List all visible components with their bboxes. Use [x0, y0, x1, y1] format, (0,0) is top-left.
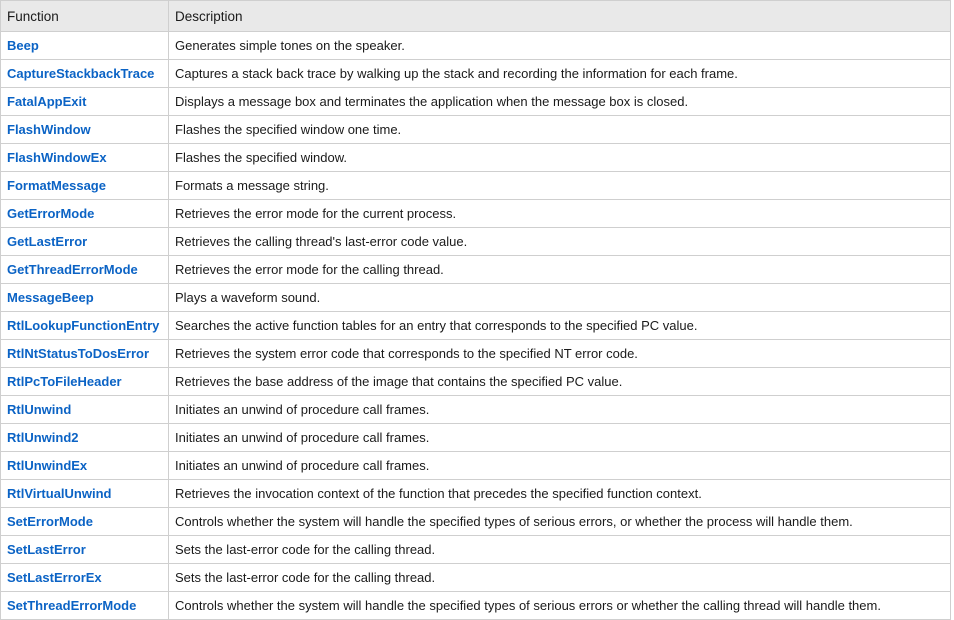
function-cell	[1, 32, 169, 60]
description-cell: Retrieves the calling thread's last-error code value.	[169, 228, 951, 256]
function-link[interactable]: MessageBeep	[7, 290, 94, 305]
description-cell: Controls whether the system will handle the specified types of serious errors or whether the calling thread will handle them.	[169, 592, 951, 620]
table-row	[1, 88, 951, 116]
description-cell: Initiates an unwind of procedure call frames.	[169, 396, 951, 424]
function-cell	[1, 172, 169, 200]
description-cell: Controls whether the system will handle the specified types of serious errors, or whether the process will handle them.	[169, 508, 951, 536]
function-link[interactable]: FatalAppExit	[7, 94, 87, 109]
function-link[interactable]: SetLastErrorEx	[7, 570, 102, 585]
description-cell: Retrieves the base address of the image that contains the specified PC value.	[169, 368, 951, 396]
function-link[interactable]: RtlUnwind2	[7, 430, 79, 445]
description-cell: Sets the last-error code for the calling thread.	[169, 564, 951, 592]
description-cell: Flashes the specified window.	[169, 144, 951, 172]
function-cell	[1, 144, 169, 172]
function-link[interactable]: FlashWindow	[7, 122, 91, 137]
function-cell	[1, 592, 169, 620]
function-link[interactable]: RtlVirtualUnwind	[7, 486, 112, 501]
description-cell: Generates simple tones on the speaker.	[169, 32, 951, 60]
function-link[interactable]: GetLastError	[7, 234, 88, 249]
function-cell	[1, 508, 169, 536]
description-cell: Searches the active function tables for an entry that corresponds to the specified PC value.	[169, 312, 951, 340]
function-cell	[1, 452, 169, 480]
description-cell: Initiates an unwind of procedure call frames.	[169, 452, 951, 480]
table-row	[1, 452, 951, 480]
table-row	[1, 340, 951, 368]
table-row	[1, 172, 951, 200]
function-cell	[1, 60, 169, 88]
function-cell	[1, 312, 169, 340]
description-cell: Retrieves the error mode for the current process.	[169, 200, 951, 228]
function-cell	[1, 368, 169, 396]
function-link[interactable]: CaptureStackbackTrace	[7, 66, 155, 81]
function-link[interactable]: FlashWindowEx	[7, 150, 107, 165]
function-link[interactable]: SetLastError	[7, 542, 86, 557]
column-header-function: Function	[1, 1, 169, 32]
table-row	[1, 284, 951, 312]
table-row	[1, 32, 951, 60]
description-cell: Displays a message box and terminates the application when the message box is closed.	[169, 88, 951, 116]
table-row	[1, 396, 951, 424]
function-link[interactable]: SetErrorMode	[7, 514, 93, 529]
header-row	[1, 1, 951, 32]
table-row	[1, 368, 951, 396]
table-row	[1, 144, 951, 172]
table-row	[1, 60, 951, 88]
description-cell: Retrieves the invocation context of the function that precedes the specified function context.	[169, 480, 951, 508]
description-cell: Retrieves the error mode for the calling thread.	[169, 256, 951, 284]
function-cell	[1, 88, 169, 116]
function-link[interactable]: RtlNtStatusToDosError	[7, 346, 150, 361]
table-row	[1, 564, 951, 592]
description-cell: Retrieves the system error code that corresponds to the specified NT error code.	[169, 340, 951, 368]
function-link[interactable]: RtlPcToFileHeader	[7, 374, 122, 389]
table-row	[1, 256, 951, 284]
table-row	[1, 480, 951, 508]
table-row	[1, 116, 951, 144]
function-link[interactable]: Beep	[7, 38, 39, 53]
table-row	[1, 536, 951, 564]
function-cell	[1, 228, 169, 256]
description-cell: Formats a message string.	[169, 172, 951, 200]
function-link[interactable]: RtlUnwind	[7, 402, 72, 417]
function-link[interactable]: GetErrorMode	[7, 206, 95, 221]
function-cell	[1, 256, 169, 284]
function-cell	[1, 396, 169, 424]
description-cell: Captures a stack back trace by walking up the stack and recording the information for each frame.	[169, 60, 951, 88]
function-link[interactable]: RtlUnwindEx	[7, 458, 88, 473]
function-cell	[1, 424, 169, 452]
table-row	[1, 508, 951, 536]
function-cell	[1, 200, 169, 228]
function-cell	[1, 564, 169, 592]
description-cell: Plays a waveform sound.	[169, 284, 951, 312]
table-row	[1, 592, 951, 620]
function-cell	[1, 340, 169, 368]
description-cell: Sets the last-error code for the calling thread.	[169, 536, 951, 564]
table-row	[1, 228, 951, 256]
table-row	[1, 200, 951, 228]
function-cell	[1, 116, 169, 144]
function-cell	[1, 536, 169, 564]
function-link[interactable]: GetThreadErrorMode	[7, 262, 138, 277]
description-cell: Initiates an unwind of procedure call frames.	[169, 424, 951, 452]
table-row	[1, 424, 951, 452]
table-row	[1, 312, 951, 340]
function-cell	[1, 284, 169, 312]
function-link[interactable]: SetThreadErrorMode	[7, 598, 137, 613]
table-body	[1, 32, 951, 620]
column-header-description: Description	[169, 1, 951, 32]
function-cell	[1, 480, 169, 508]
function-link[interactable]: FormatMessage	[7, 178, 106, 193]
description-cell: Flashes the specified window one time.	[169, 116, 951, 144]
function-link[interactable]: RtlLookupFunctionEntry	[7, 318, 160, 333]
